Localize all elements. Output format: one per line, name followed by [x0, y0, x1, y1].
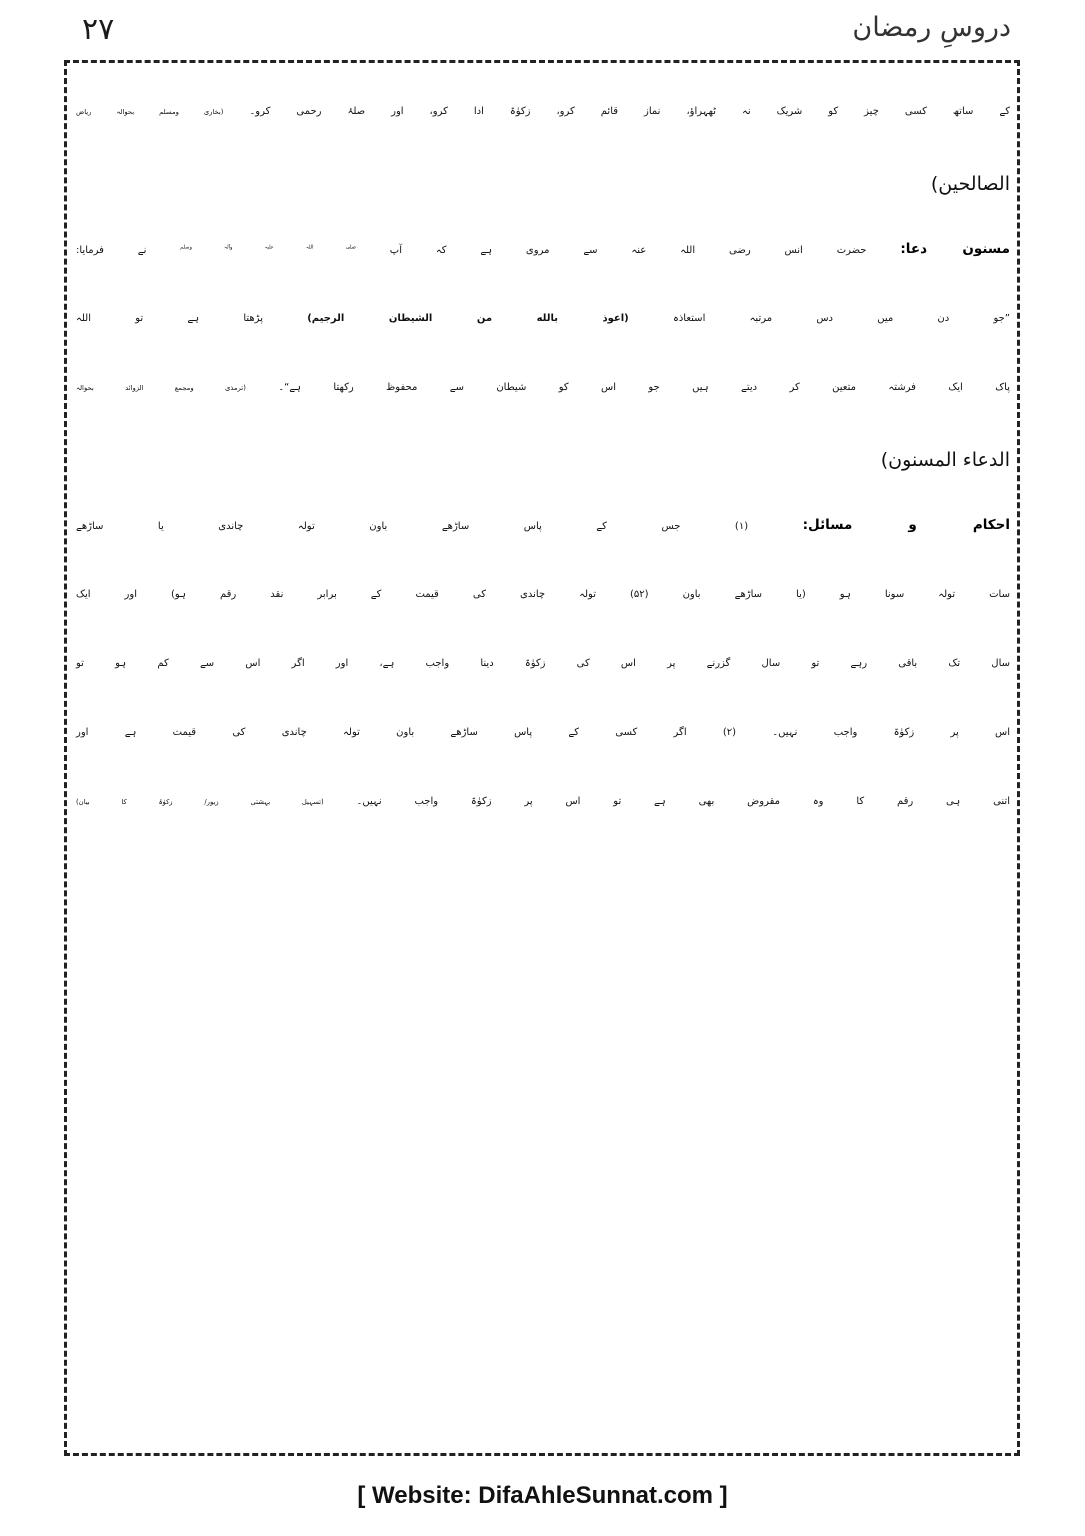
line-text: پڑھتا ہے تو اللہ [76, 313, 263, 324]
line-text: حضرت انس رضی اللہ عنہ سے مروی ہے کہ آپ [389, 245, 867, 256]
text-line-10 [76, 698, 1010, 767]
honorific-ligature: صلی اللہ علیہ وآلہ وسلم [180, 244, 356, 251]
arabic-phrase: (اعوذ بالله من الشيطان الرجيم) [307, 313, 629, 324]
line-text: سات تولہ سونا ہو (یا ساڑھے باون (۵۲) تولہ چاندی کی قیمت کے برابر نقد رقم ہو) اور ایک [76, 589, 1010, 600]
page-number: ۲۷ [82, 12, 115, 47]
text-line-9 [76, 629, 1010, 698]
line-text: اس پر زکوٰۃ واجب نہیں۔ (۲) اگر کسی کے پاس ساڑھے باون تولہ چاندی کی قیمت ہے اور [76, 727, 1010, 738]
text-line-3 [76, 215, 1010, 284]
page-body [76, 77, 1010, 836]
text-line-11 [76, 767, 1010, 836]
line-text: (۱) جس کے پاس ساڑھے باون تولہ چاندی یا ساڑھے [76, 521, 749, 532]
text-line-7 [76, 491, 1010, 560]
reference-citation: (ترمذی ومجمع الزوائد بحوالہ [76, 384, 246, 392]
text-line-5 [76, 353, 1010, 422]
line-text: اتنی ہی رقم کا وہ مقروض بھی ہے تو اس پر زکوٰۃ واجب نہیں۔ [356, 796, 1010, 807]
reference-citation: الصالحین) [930, 173, 1010, 195]
section-heading-masnoon-dua: مسنون دعا: [900, 241, 1010, 257]
text-line-4 [76, 284, 1010, 353]
text-line-2 [76, 146, 1010, 215]
text-line-8 [76, 560, 1010, 629]
line-text: نے فرمایا: [76, 245, 147, 256]
text-line-1 [76, 77, 1010, 146]
website-footer: [ Website: DifaAhleSunnat.com ] [357, 1482, 728, 1509]
line-text: کے ساتھ کسی چیز کو شریک نہ ٹھہراؤ، نماز قائم کرو، زکوٰۃ ادا کرو، اور صلۂ رحمی کرو۔ [249, 106, 1010, 117]
line-text: ”جو دن میں دس مرتبہ استعاذہ [672, 313, 1010, 324]
text-line-6 [76, 422, 1010, 491]
reference-citation: (تسہیل بہشتی زیور/ زکوٰۃ کا بیان) [76, 798, 324, 806]
section-heading-ahkam-masail: احکام و مسائل: [802, 517, 1010, 533]
book-title: دروسِ رمضان [852, 12, 1011, 43]
line-text: پاک ایک فرشتہ متعین کر دیتے ہیں جو اس کو شیطان سے محفوظ رکھتا ہے“۔ [278, 382, 1010, 393]
reference-citation: (بخاری ومسلم بحوالہ ریاض [76, 108, 224, 116]
line-text: سال تک باقی رہے تو سال گزرنے پر اس کی زکوٰۃ دینا واجب ہے، اور اگر اس سے کم ہو تو [76, 658, 1010, 669]
reference-citation: الدعاء المسنون) [880, 449, 1010, 471]
